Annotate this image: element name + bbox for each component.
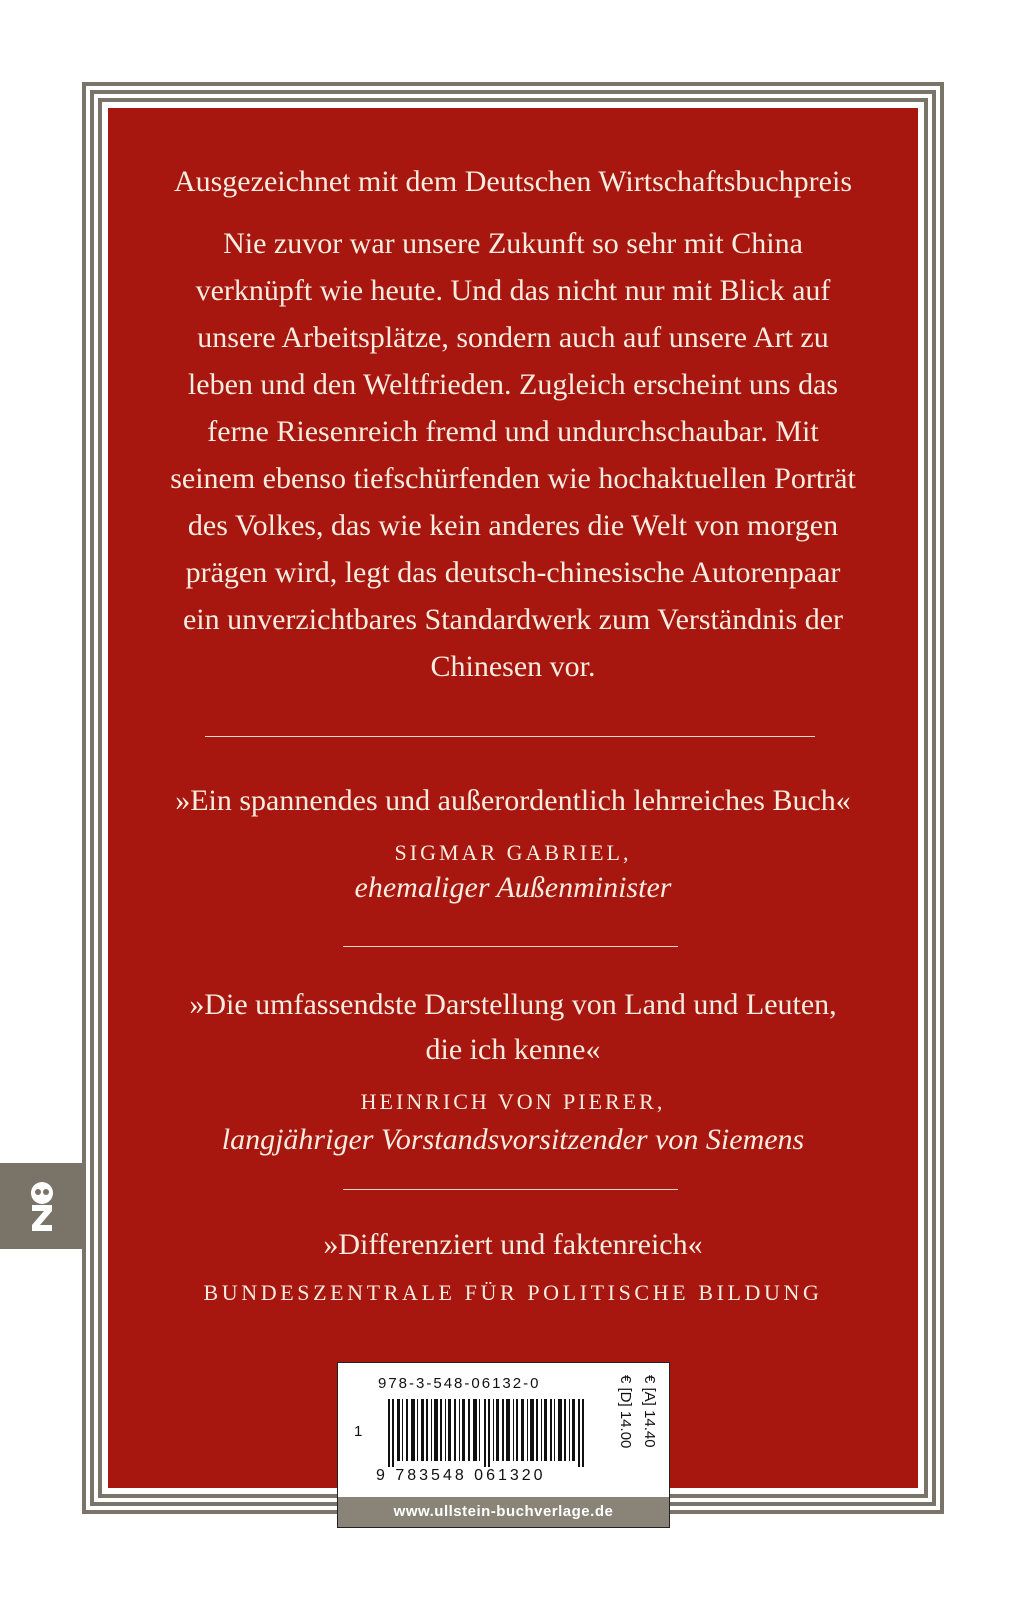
barcode-bars (388, 1399, 598, 1467)
quote-3-author: BUNDESZENTRALE FÜR POLITISCHE BILDUNG (203, 1280, 823, 1305)
divider (343, 946, 678, 947)
blurb-line: seinem ebenso tiefschürfenden wie hochaktuellen Porträt (170, 462, 856, 495)
publisher-url[interactable]: www.ullstein-buchverlage.de (338, 1497, 669, 1527)
owl-logo-icon (30, 1181, 54, 1233)
divider (205, 736, 815, 737)
blurb-line: prägen wird, legt das deutsch-chinesische Autorenpaar (185, 556, 841, 589)
blurb-line: verknüpft wie heute. Und das nicht nur mit Blick auf (195, 274, 831, 307)
blurb-line: des Volkes, das wie kein anderes die Welt von morgen (187, 509, 839, 542)
barcode-label (337, 1362, 670, 1528)
quote-2-line: »Die umfassendste Darstellung von Land und Leuten, (189, 988, 837, 1021)
quote-1-author: SIGMAR GABRIEL, (394, 840, 632, 865)
isbn-text: 978-3-548-06132-0 (378, 1375, 541, 1392)
price-germany: € [D] 14.00 (617, 1375, 634, 1449)
quote-3: »Differenziert und faktenreich« (323, 1228, 703, 1261)
quote-2 (108, 982, 918, 1072)
publisher-tab (0, 1163, 82, 1249)
barcode-digits: 9 783548 061320 (376, 1467, 546, 1484)
barcode-lead-digit: 1 (354, 1423, 363, 1440)
blurb-line: ein unverzichtbares Standardwerk zum Verständnis der (182, 603, 844, 636)
blurb-line: unsere Arbeitsplätze, sondern auch auf unsere Art zu (197, 321, 829, 354)
blurb-line: ferne Riesenreich fremd und undurchschaubar. Mit (207, 415, 819, 448)
quote-1: »Ein spannendes und außerordentlich lehrreiches Buch« (175, 784, 851, 817)
quote-2-line: die ich kenne« (425, 1033, 601, 1066)
blurb (108, 220, 918, 690)
blurb-line: Chinesen vor. (430, 650, 596, 683)
blurb-line: leben und den Weltfrieden. Zugleich erscheint uns das (187, 368, 839, 401)
quote-1-role: ehemaliger Außenminister (354, 871, 672, 904)
quote-2-role: langjähriger Vorstandsvorsitzender von Siemens (221, 1123, 805, 1156)
blurb-line: Nie zuvor war unsere Zukunft so sehr mit China (223, 227, 803, 260)
award-line: Ausgezeichnet mit dem Deutschen Wirtschaftsbuchpreis (173, 165, 853, 198)
divider (343, 1189, 678, 1190)
quote-2-author: HEINRICH VON PIERER, (360, 1089, 666, 1114)
price-austria: € [A] 14.40 (641, 1375, 658, 1448)
